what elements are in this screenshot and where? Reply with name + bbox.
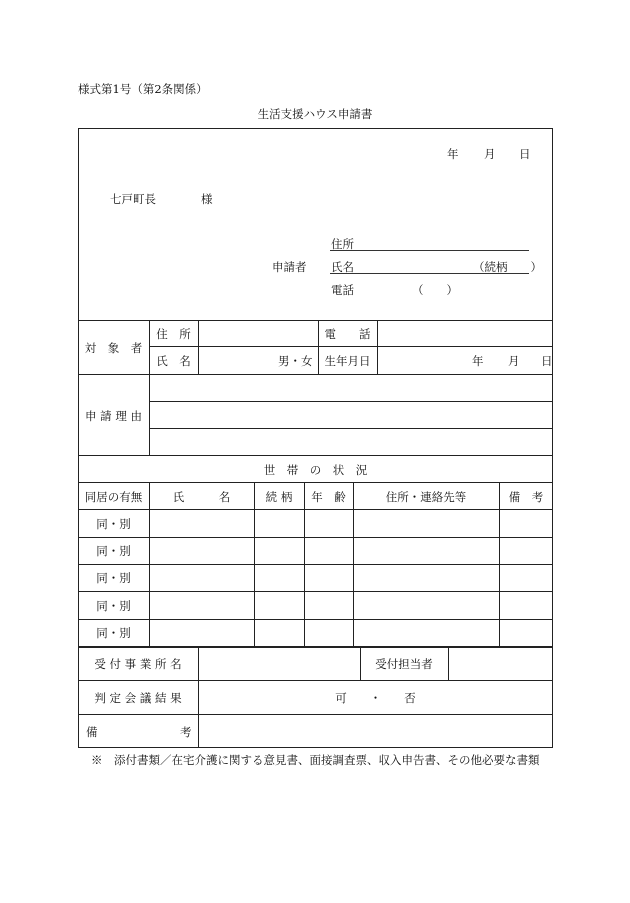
applicant-phone-label: 電話 (331, 283, 354, 297)
target-label: 対 象 者 (84, 341, 143, 355)
target-address-label: 住 所 (156, 327, 191, 341)
footnote: ※ 添付書類／在宅介護に関する意見書、面接調査票、収入申告書、その他必要な書類 (91, 753, 540, 767)
birth-year-label: 年 (472, 354, 484, 368)
office-label: 受 付 事 業 所 名 (94, 657, 182, 671)
applicant-phone-paren: （ ） (412, 283, 458, 297)
page-title: 生活支援ハウス申請書 (257, 107, 373, 121)
staff-label: 受付担当者 (375, 657, 433, 671)
target-phone-label: 電 話 (324, 327, 371, 341)
reason-label: 申 請 理 由 (85, 409, 142, 423)
addressee-name: 七戸町長 (110, 192, 156, 206)
col-header-contact: 住所・連絡先等 (385, 490, 467, 504)
col-header-cohabit: 同居の有無 (84, 490, 143, 504)
decision-value[interactable]: 可 ・ 否 (335, 691, 416, 705)
household-row-cohabit[interactable]: 同・別 (96, 626, 131, 640)
applicant-relation: （続柄 ） (473, 260, 542, 274)
target-birth-label: 生年月日 (324, 354, 371, 368)
household-row-cohabit[interactable]: 同・別 (96, 571, 131, 585)
applicant-name-label: 氏名 (331, 260, 354, 274)
household-title: 世 帯 の 状 況 (263, 463, 368, 477)
date-day-label: 日 (519, 147, 531, 161)
birth-month-label: 月 (508, 354, 520, 368)
household-row-cohabit[interactable]: 同・別 (96, 517, 131, 531)
col-header-name: 氏 名 (172, 490, 231, 504)
col-header-relation: 続 柄 (265, 490, 293, 504)
application-header-box (78, 128, 553, 321)
date-year-label: 年 (447, 147, 459, 161)
applicant-name-line[interactable] (330, 273, 529, 274)
applicant-label: 申請者 (272, 260, 307, 274)
col-header-age: 年 齢 (311, 490, 346, 504)
date-month-label: 月 (484, 147, 496, 161)
target-name-label: 氏 名 (156, 354, 191, 368)
remarks-label-right: 考 (180, 725, 192, 739)
applicant-address-line[interactable] (330, 250, 529, 251)
household-row-cohabit[interactable]: 同・別 (96, 599, 131, 613)
col-header-remarks: 備 考 (508, 490, 544, 504)
decision-label: 判 定 会 議 結 果 (94, 691, 182, 705)
birth-day-label: 日 (541, 354, 553, 368)
household-row-cohabit[interactable]: 同・別 (96, 544, 131, 558)
addressee-honorific: 様 (201, 192, 213, 206)
target-sex-options[interactable]: 男・女 (278, 354, 313, 368)
remarks-label-left: 備 (86, 725, 98, 739)
form-number: 様式第1号（第2条関係） (78, 82, 208, 96)
applicant-address-label: 住所 (331, 237, 354, 251)
